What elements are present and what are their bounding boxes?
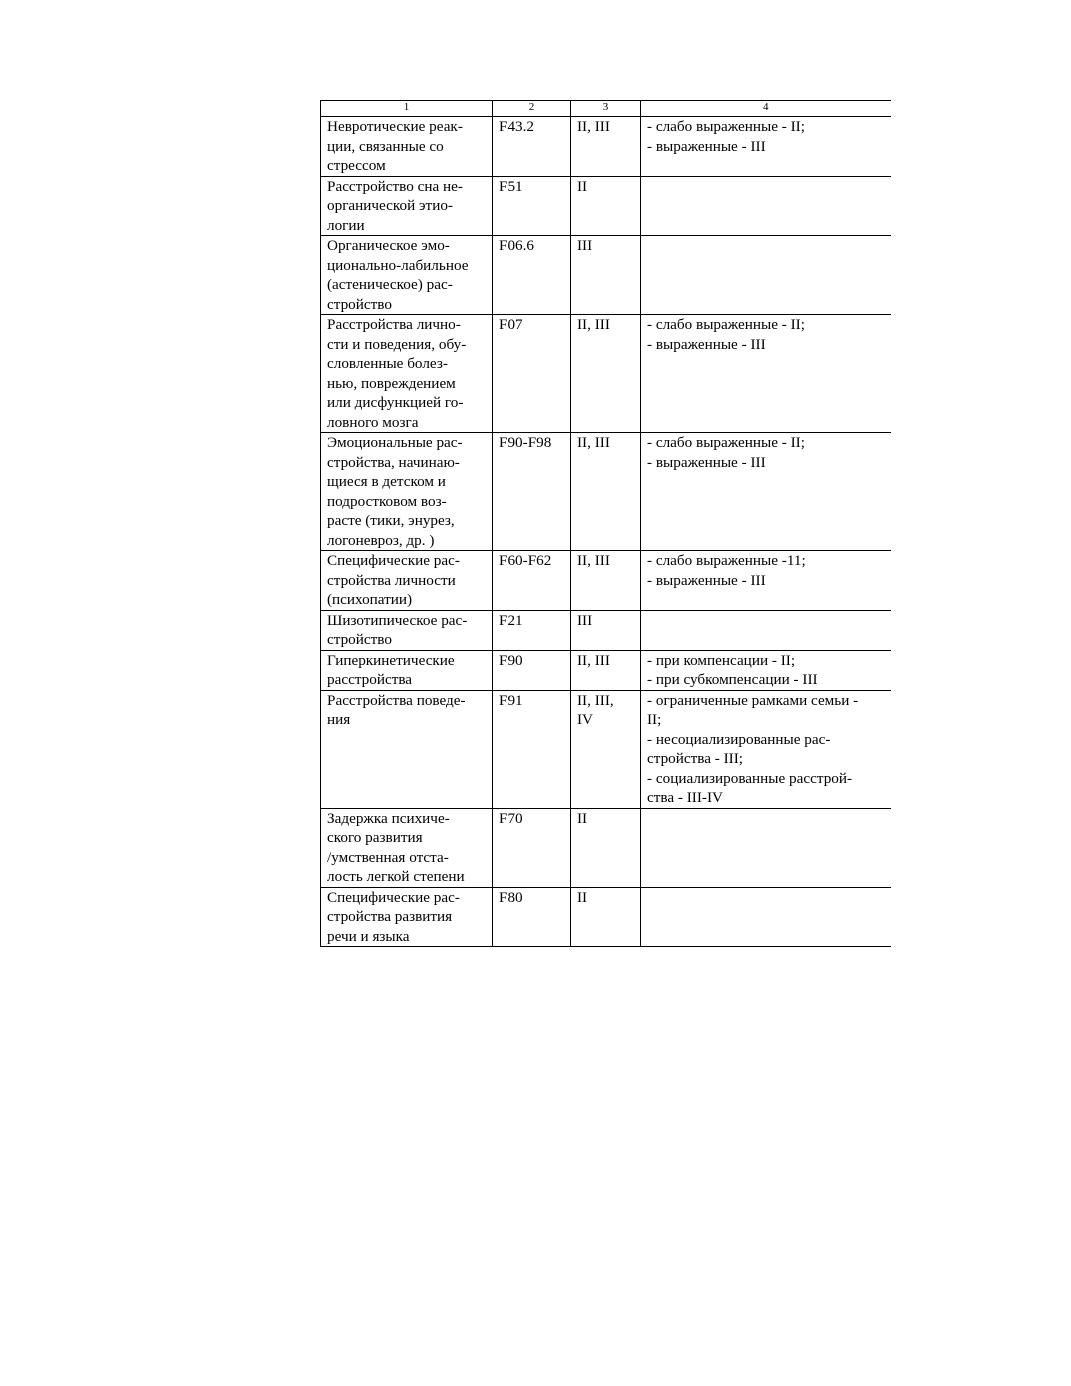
notes-cell: - слабо выраженные -11; - выраженные - III (641, 551, 891, 611)
notes-cell (641, 176, 891, 236)
condition-name-cell: Специфические рас- стройства развития речи и языка (321, 887, 493, 947)
icd-code-cell: F07 (493, 315, 571, 433)
condition-name-cell: Органическое эмо- ционально-лабильное (астеническое) рас- стройство (321, 236, 493, 315)
condition-name-cell: Невротические реак- ции, связанные со стрессом (321, 117, 493, 177)
icd-code-cell: F70 (493, 808, 571, 887)
group-cell: III (571, 236, 641, 315)
header-cell-3: 3 (571, 101, 641, 117)
icd-code-cell: F51 (493, 176, 571, 236)
notes-cell: - слабо выраженные - II; - выраженные - III (641, 315, 891, 433)
notes-cell (641, 808, 891, 887)
group-cell: II, III (571, 315, 641, 433)
header-cell-1: 1 (321, 101, 493, 117)
table-row (321, 650, 891, 690)
notes-cell (641, 887, 891, 947)
condition-name-cell: Задержка психиче- ского развития /умственная отста- лость легкой степени (321, 808, 493, 887)
condition-name-cell: Расстройства лично- сти и поведения, обу- словленные болез- нью, повреждением или дисфункцией го- ловного мозга (321, 315, 493, 433)
table-row (321, 117, 891, 177)
icd-code-cell: F06.6 (493, 236, 571, 315)
condition-name-cell: Гиперкинетические расстройства (321, 650, 493, 690)
condition-name-cell: Специфические рас- стройства личности (психопатии) (321, 551, 493, 611)
group-cell: II (571, 808, 641, 887)
icd-code-cell: F80 (493, 887, 571, 947)
group-cell: II (571, 887, 641, 947)
icd-code-cell: F90-F98 (493, 433, 571, 551)
table-row (321, 887, 891, 947)
table-row (321, 690, 891, 808)
diagnosis-table (320, 100, 891, 947)
header-cell-4: 4 (641, 101, 891, 117)
table-row (321, 433, 891, 551)
header-row (321, 101, 891, 117)
table-row (321, 551, 891, 611)
icd-code-cell: F91 (493, 690, 571, 808)
group-cell: II (571, 176, 641, 236)
condition-name-cell: Эмоциональные рас- стройства, начинаю- щиеся в детском и подростковом воз- расте (тики, энурез, логоневроз, др. ) (321, 433, 493, 551)
icd-code-cell: F43.2 (493, 117, 571, 177)
icd-code-cell: F90 (493, 650, 571, 690)
table-row (321, 610, 891, 650)
table-row (321, 808, 891, 887)
condition-name-cell: Расстройства поведе- ния (321, 690, 493, 808)
group-cell: III (571, 610, 641, 650)
condition-name-cell: Расстройство сна не- органической этио- логии (321, 176, 493, 236)
group-cell: II, III, IV (571, 690, 641, 808)
notes-cell (641, 610, 891, 650)
condition-name-cell: Шизотипическое рас- стройство (321, 610, 493, 650)
notes-cell (641, 236, 891, 315)
table-row (321, 236, 891, 315)
notes-cell: - при компенсации - II; - при субкомпенсации - III (641, 650, 891, 690)
notes-cell: - слабо выраженные - II; - выраженные - III (641, 117, 891, 177)
icd-code-cell: F60-F62 (493, 551, 571, 611)
header-cell-2: 2 (493, 101, 571, 117)
table-row (321, 176, 891, 236)
group-cell: II, III (571, 650, 641, 690)
group-cell: II, III (571, 117, 641, 177)
group-cell: II, III (571, 433, 641, 551)
notes-cell: - слабо выраженные - II; - выраженные - III (641, 433, 891, 551)
table-row (321, 315, 891, 433)
notes-cell: - ограниченные рамками семьи - II; - несоциализированные рас- стройства - III; - социализированные расстрой- ства - III-IV (641, 690, 891, 808)
group-cell: II, III (571, 551, 641, 611)
icd-code-cell: F21 (493, 610, 571, 650)
